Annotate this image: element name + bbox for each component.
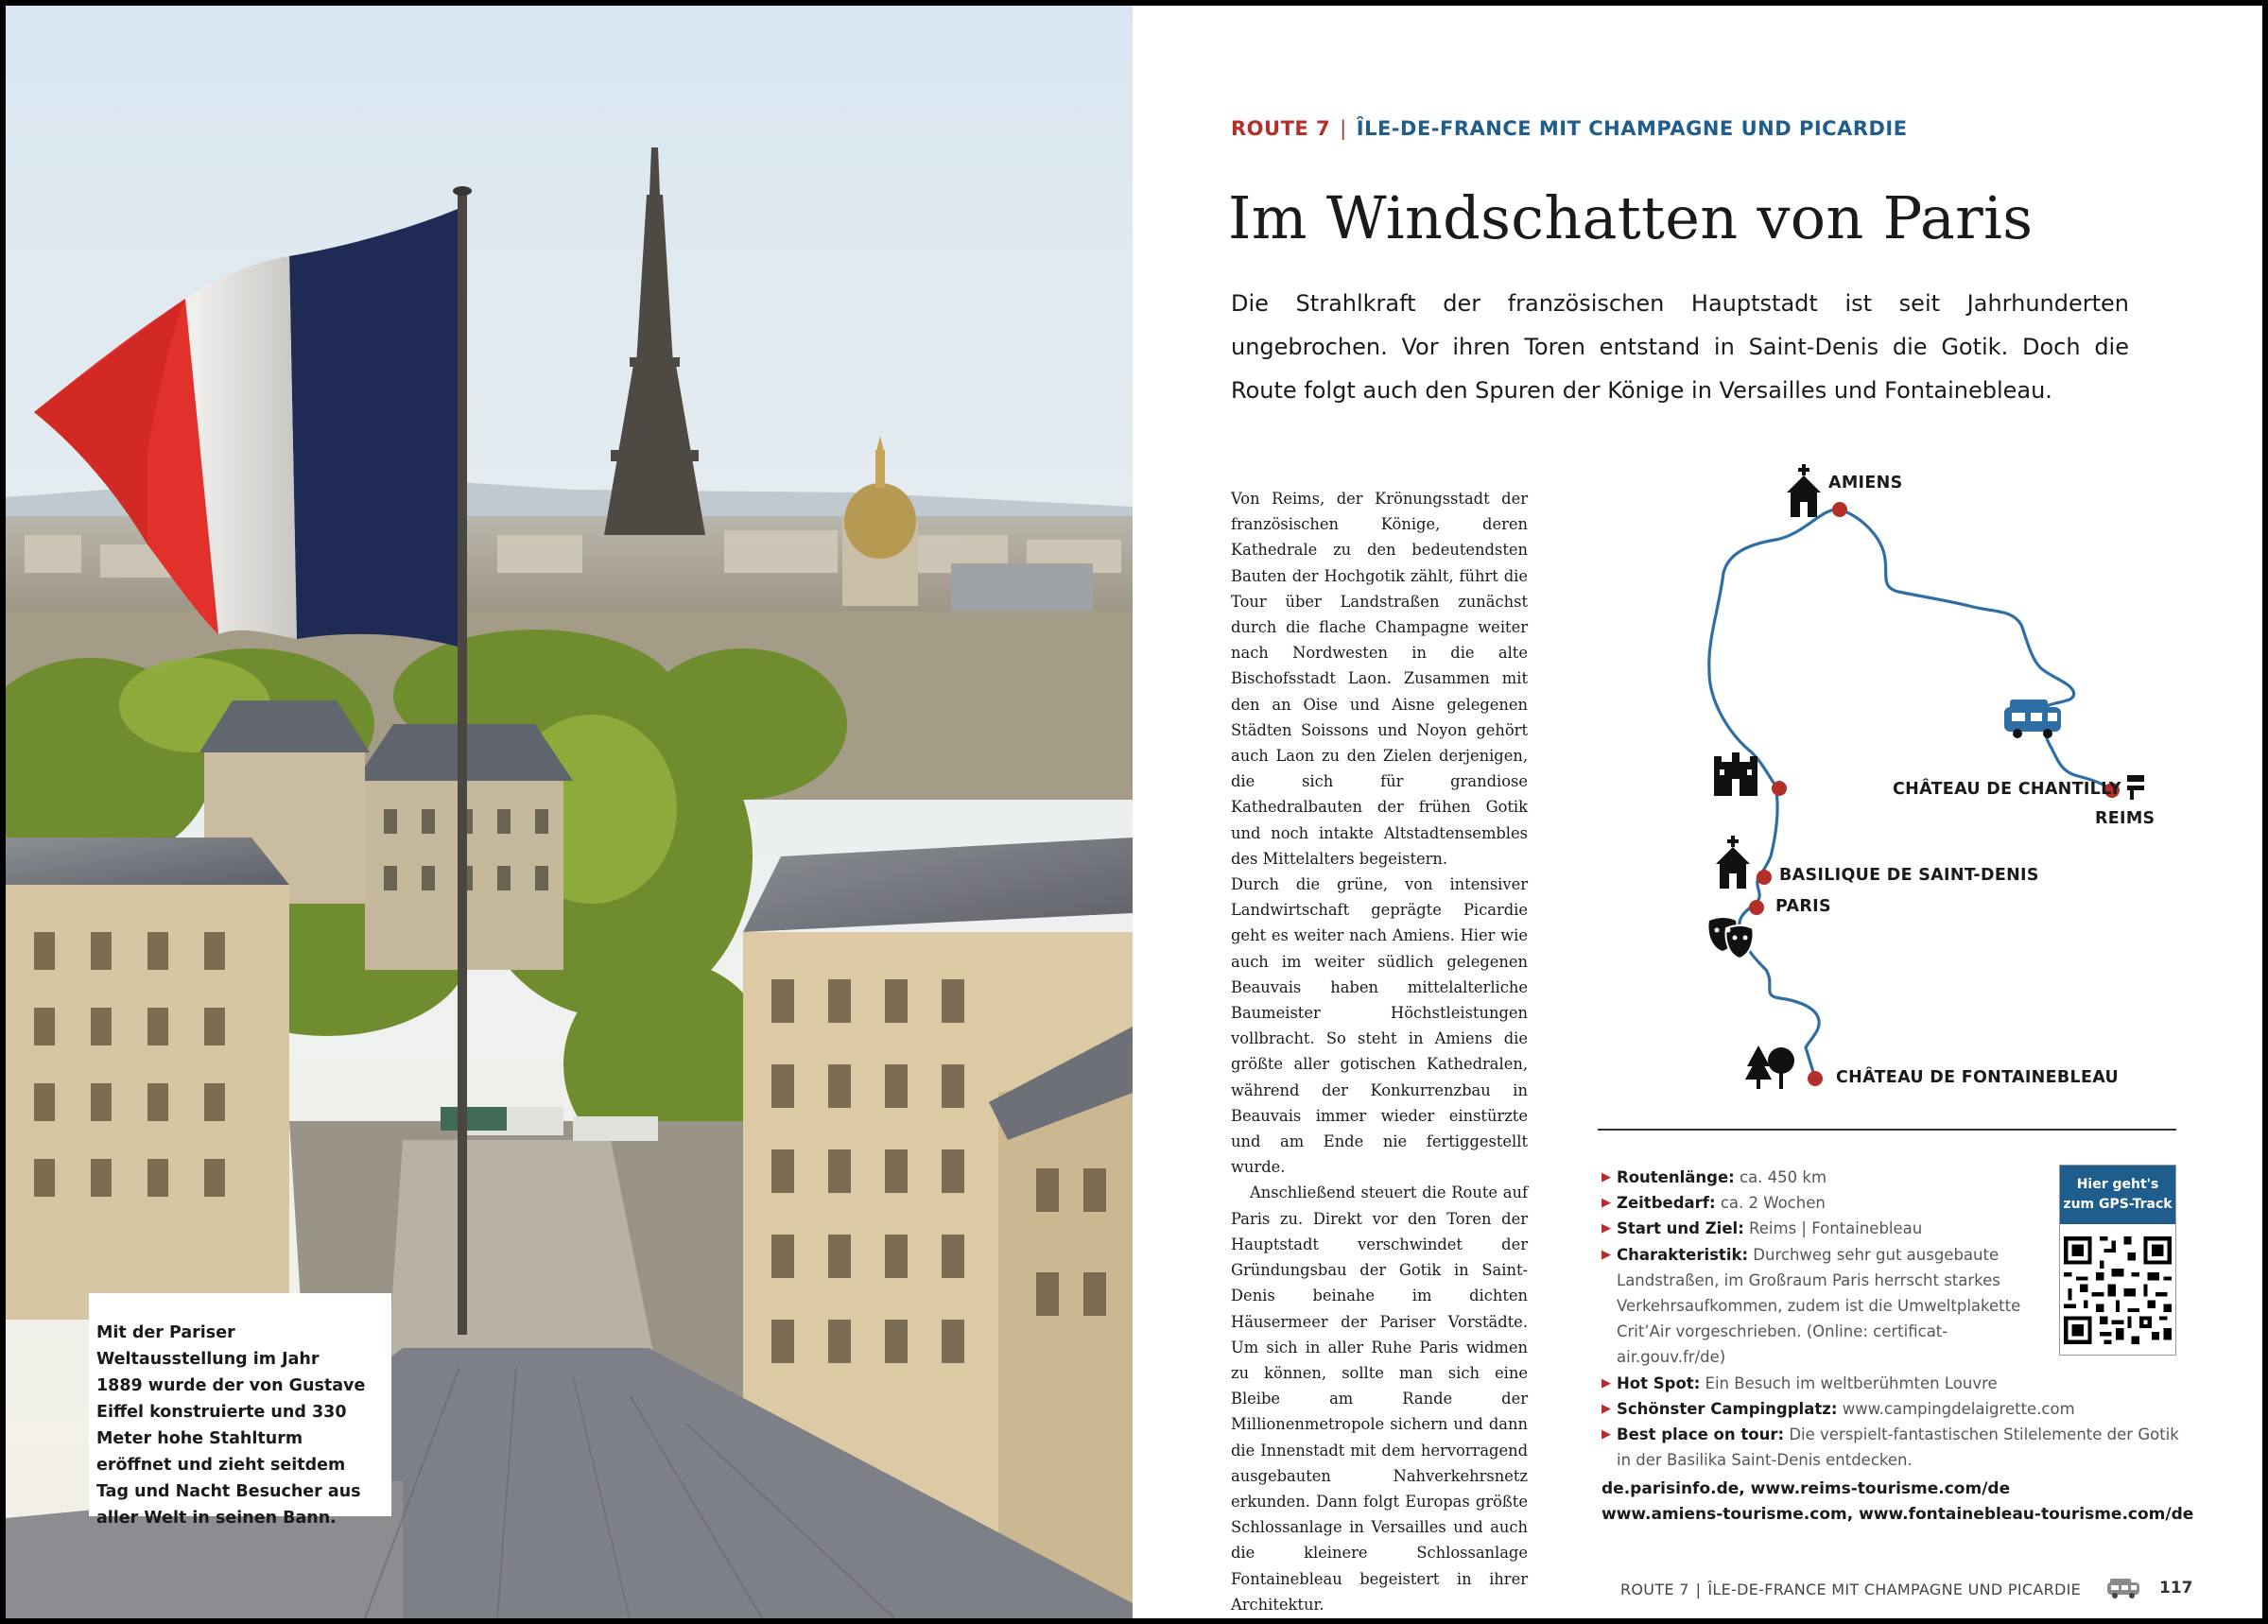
- bullet-arrow-icon: ▶: [1601, 1427, 1611, 1443]
- map-label-reims: REIMS: [2095, 809, 2155, 828]
- fact-value: Ein Besuch im weltberühmten Louvre: [1705, 1373, 1998, 1392]
- bullet-arrow-icon: ▶: [1601, 1196, 1611, 1211]
- bullet-arrow-icon: ▶: [1601, 1170, 1611, 1184]
- footer-separator: |: [1695, 1581, 1702, 1598]
- map-label-paris: PARIS: [1775, 897, 1831, 916]
- bullet-arrow-icon: ▶: [1601, 1247, 1611, 1262]
- fact-item: [1601, 1396, 2197, 1422]
- page-title: Im Windschatten von Paris: [1228, 183, 2034, 252]
- fact-key: Hot Spot:: [1617, 1373, 1701, 1392]
- fact-value: ca. 2 Wochen: [1720, 1194, 1826, 1213]
- gps-track-box[interactable]: [2059, 1165, 2176, 1356]
- map-label-saint-denis: BASILIQUE DE SAINT-DENIS: [1779, 866, 2039, 885]
- bullet-arrow-icon: ▶: [1601, 1401, 1611, 1416]
- fact-key: Zeitbedarf:: [1617, 1194, 1716, 1213]
- qr-code-icon[interactable]: [2060, 1230, 2175, 1351]
- church-icon: [1787, 464, 1821, 517]
- church-icon: [1716, 836, 1750, 889]
- fact-value: www.campingdelaigrette.com: [1842, 1399, 2075, 1418]
- fact-value: Reims | Fontainebleau: [1749, 1219, 1923, 1238]
- gps-label-line: Hier geht's: [2076, 1177, 2159, 1192]
- fact-value: Durchweg sehr gut ausgebaute Landstraßen, im Großraum Paris herrscht starkes Verkehrsaufkommen, zudem ist die Umweltplakette Crit’Air vorgeschrieben. (Online: certificat-air.gouv.fr/de): [1617, 1245, 2021, 1367]
- bullet-arrow-icon: ▶: [1601, 1221, 1611, 1236]
- text-page: [1133, 6, 2262, 1618]
- body-paragraph: Anschließend steuert die Route auf Paris zu. Direkt vor den Toren der Hauptstadt verschwindet der Gründungsbau der Gotik in Saint-Denis beinahe im dichten Häusermeer der Pariser Vorstädte. Um sich in aller Ruhe Paris widmen zu können, sollte man sich eine Bleibe am Rande der Millionenmetropole sichern und dann die Innenstadt mit dem hervorragend ausgebauten Nahverkehrsnetz erkunden. Dann folgt Europas größte Schlossanlage in Versailles und auch die kleinere Schlossanlage Fontainebleau begeistert in ihrer Architektur.: [1231, 1183, 1528, 1614]
- kicker-separator: |: [1340, 117, 1347, 140]
- lead-paragraph: Die Strahlkraft der französischen Hauptstadt ist seit Jahrhunderten ungebrochen. Vor ihren Toren entstand in Saint-Denis die Gotik. Doch die Route folgt auch den Spuren der Könige in Versailles und Fontainebleau.: [1231, 290, 2129, 404]
- fact-item: [1601, 1422, 2197, 1473]
- page-footer: [1620, 1581, 2081, 1598]
- stop-marker-saint-denis: [1757, 870, 1772, 885]
- fact-key: Charakteristik:: [1617, 1245, 1749, 1264]
- fact-key: Routenlänge:: [1617, 1168, 1735, 1186]
- section-divider: [1598, 1129, 2176, 1131]
- footer-region: ÎLE-DE-FRANCE MIT CHAMPAGNE UND PICARDIE: [1707, 1581, 2082, 1598]
- bench-icon: [2127, 775, 2144, 800]
- fact-key: Best place on tour:: [1617, 1425, 1785, 1444]
- photo-caption-box: [89, 1293, 391, 1528]
- bullet-arrow-icon: ▶: [1601, 1375, 1611, 1391]
- map-label-amiens: AMIENS: [1828, 474, 1903, 492]
- map-label-chantilly: CHÂTEAU DE CHANTILLY: [1893, 780, 2121, 799]
- stop-marker-fontainebleau: [1808, 1071, 1823, 1086]
- fact-item: [1601, 1371, 2197, 1396]
- fact-item: [1601, 1165, 2036, 1190]
- stop-marker-paris: [1749, 900, 1764, 915]
- fact-item: [1601, 1242, 2046, 1371]
- route-map: [1596, 459, 2155, 1102]
- fact-item: [1601, 1190, 2036, 1216]
- flagpole-graphic: [458, 191, 467, 1335]
- paris-photo: [6, 6, 1133, 1618]
- stop-marker-chantilly: [1772, 781, 1787, 796]
- footer-route: ROUTE 7: [1620, 1581, 1689, 1598]
- body-text: [1231, 486, 1528, 1617]
- fact-value: Die verspielt-fantastischen Stilelemente der Gotik in der Basilika Saint-Denis entdecken.: [1617, 1425, 2179, 1470]
- route-number: ROUTE 7: [1231, 117, 1331, 140]
- theatre-masks-icon: [1709, 918, 1754, 959]
- camper-van-icon: [2106, 1579, 2140, 1599]
- tourism-links-line[interactable]: de.parisinfo.de, www.reims-tourisme.com/de: [1601, 1479, 2011, 1498]
- stop-marker-amiens: [1832, 502, 1847, 517]
- page-number: 117: [2159, 1579, 2193, 1598]
- gps-label-line: zum GPS-Track: [2063, 1197, 2173, 1212]
- fact-value: ca. 450 km: [1740, 1168, 1827, 1186]
- trees-icon: [1745, 1045, 1794, 1089]
- route-region: ÎLE-DE-FRANCE MIT CHAMPAGNE UND PICARDIE: [1356, 117, 1908, 140]
- left-buildings-graphic: [6, 838, 289, 1320]
- tourism-links: [1601, 1477, 2193, 1528]
- tourism-links-line[interactable]: www.amiens-tourisme.com, www.fontainebleau-tourisme.com/de: [1601, 1505, 2194, 1524]
- body-paragraph: Durch die grüne, von intensiver Landwirtschaft geprägte Picardie geht es weiter nach Amiens. Hier wie auch im weiter südlich gelegenen Beauvais haben mittelalterliche Baumeister Höchstleistungen vollbracht. So steht in Amiens die größte aller gotischen Kathedralen, während der Konkurrenzbau in Beauvais immer wieder einstürzte und am Ende nie fertiggestellt wurde.: [1231, 875, 1528, 1177]
- gps-track-label: [2060, 1166, 2175, 1224]
- route-kicker: [1231, 117, 1908, 140]
- fact-key: Schönster Campingplatz:: [1617, 1399, 1838, 1418]
- map-label-fontainebleau: CHÂTEAU DE FONTAINEBLEAU: [1836, 1068, 2120, 1087]
- book-spread: [6, 6, 2262, 1618]
- fact-key: Start und Ziel:: [1617, 1219, 1744, 1238]
- photo-caption: Mit der Pariser Weltausstellung im Jahr 1889 wurde der von Gustave Eiffel konstruierte und 330 Meter hohe Stahlturm eröffnet und zieht seitdem Tag und Nacht Besucher aus aller Welt in seinen Bann.: [96, 1323, 366, 1528]
- body-paragraph: Von Reims, der Krönungsstadt der französischen Könige, deren Kathedrale zu den bedeutendsten Bauten der Hochgotik zählt, führt die Tour über Landstraßen zunächst durch die flache Champagne weiter nach Nordwesten in die alte Bischofsstadt Laon. Zusammen mit den an Oise und Aisne gelegenen Städten Soissons und Noyon gehört auch Laon zu den Zielen derjenigen, die sich für grandiose Kathedralbauten der frühen Gotik und noch intakte Altstadtensembles des Mittelalters begeistern.: [1231, 490, 1528, 868]
- fact-item: [1601, 1216, 2036, 1241]
- castle-icon: [1714, 752, 1757, 796]
